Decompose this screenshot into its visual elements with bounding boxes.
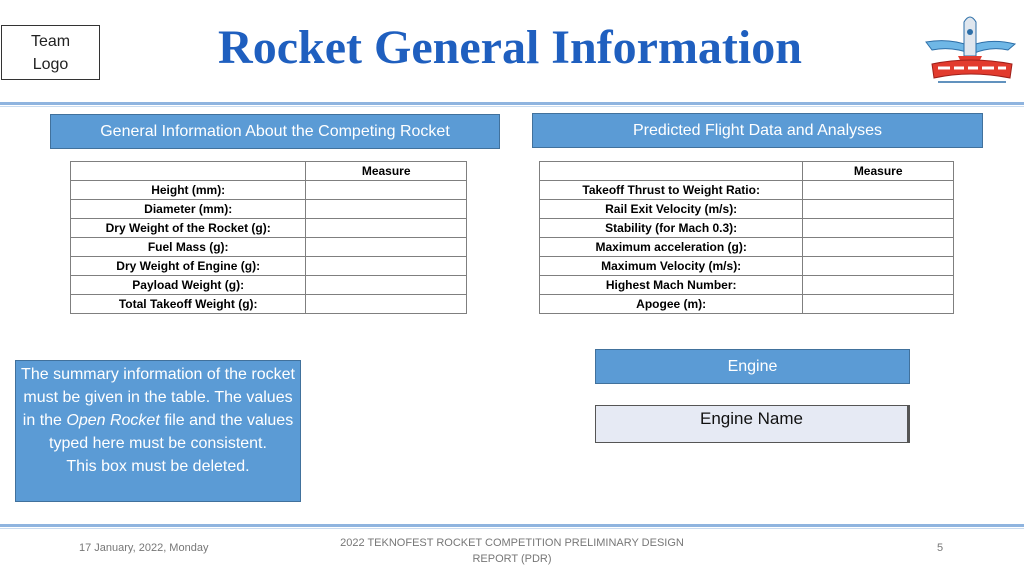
teknofest-logo — [920, 12, 1020, 92]
general-info-table — [70, 161, 467, 314]
row-label: Maximum acceleration (g): — [540, 238, 803, 257]
row-value-cell[interactable] — [306, 238, 467, 257]
measure-header: Measure — [803, 162, 954, 181]
row-label: Apogee (m): — [540, 295, 803, 314]
engine-heading: Engine — [595, 349, 910, 384]
row-label: Highest Mach Number: — [540, 276, 803, 295]
table-row — [540, 257, 954, 276]
instruction-note-box — [15, 360, 301, 502]
row-value-cell[interactable] — [803, 238, 954, 257]
page-title: Rocket General Information — [218, 21, 802, 74]
row-value-cell[interactable] — [306, 295, 467, 314]
row-value-cell[interactable] — [306, 257, 467, 276]
table-header-row — [71, 162, 467, 181]
teknofest-logo-icon — [920, 12, 1020, 92]
footer-date: 17 January, 2022, Monday — [79, 542, 209, 554]
table-row — [540, 276, 954, 295]
row-value-cell[interactable] — [803, 181, 954, 200]
table-row — [71, 238, 467, 257]
footer-divider-thin — [0, 528, 1024, 529]
general-info-heading: General Information About the Competing Rocket — [50, 114, 500, 149]
page-number: 5 — [936, 542, 944, 554]
row-label: Maximum Velocity (m/s): — [540, 257, 803, 276]
row-value-cell[interactable] — [803, 295, 954, 314]
table-row — [71, 181, 467, 200]
table-row — [71, 257, 467, 276]
table-row — [71, 219, 467, 238]
table-row — [540, 181, 954, 200]
empty-header-cell — [71, 162, 306, 181]
row-label: Height (mm): — [71, 181, 306, 200]
note-delete-instruction: This box must be deleted. — [66, 458, 250, 475]
row-label: Diameter (mm): — [71, 200, 306, 219]
table-row — [540, 295, 954, 314]
table-row — [540, 238, 954, 257]
table-row — [71, 200, 467, 219]
row-label: Takeoff Thrust to Weight Ratio: — [540, 181, 803, 200]
row-value-cell[interactable] — [306, 200, 467, 219]
row-label: Dry Weight of the Rocket (g): — [71, 219, 306, 238]
table-row — [71, 295, 467, 314]
flight-data-heading: Predicted Flight Data and Analyses — [532, 113, 983, 148]
header-divider-thin — [0, 106, 1024, 107]
row-label: Dry Weight of Engine (g): — [71, 257, 306, 276]
row-label: Stability (for Mach 0.3): — [540, 219, 803, 238]
row-label: Total Takeoff Weight (g): — [71, 295, 306, 314]
row-label: Payload Weight (g): — [71, 276, 306, 295]
table-row — [71, 276, 467, 295]
row-value-cell[interactable] — [803, 276, 954, 295]
footer-report-title: 2022 TEKNOFEST ROCKET COMPETITION PRELIMINARY DESIGN REPORT (PDR) — [340, 537, 684, 565]
empty-header-cell — [540, 162, 803, 181]
note-text: The summary information of the rocket must be given in the table. The values in the — [21, 366, 295, 429]
row-value-cell[interactable] — [803, 257, 954, 276]
row-value-cell[interactable] — [803, 200, 954, 219]
measure-header: Measure — [306, 162, 467, 181]
engine-name-field[interactable]: Engine Name — [595, 405, 910, 443]
flight-data-table — [539, 161, 954, 314]
row-value-cell[interactable] — [306, 219, 467, 238]
table-row — [540, 219, 954, 238]
row-value-cell[interactable] — [803, 219, 954, 238]
note-text-continued: file and the values typed here must be consistent. — [49, 412, 294, 452]
team-logo-placeholder: Team Logo — [1, 25, 100, 80]
footer-divider — [0, 524, 1024, 527]
table-header-row — [540, 162, 954, 181]
header-divider — [0, 102, 1024, 105]
note-italic-text: Open Rocket — [66, 412, 160, 429]
row-label: Fuel Mass (g): — [71, 238, 306, 257]
row-value-cell[interactable] — [306, 276, 467, 295]
row-label: Rail Exit Velocity (m/s): — [540, 200, 803, 219]
table-row — [540, 200, 954, 219]
row-value-cell[interactable] — [306, 181, 467, 200]
